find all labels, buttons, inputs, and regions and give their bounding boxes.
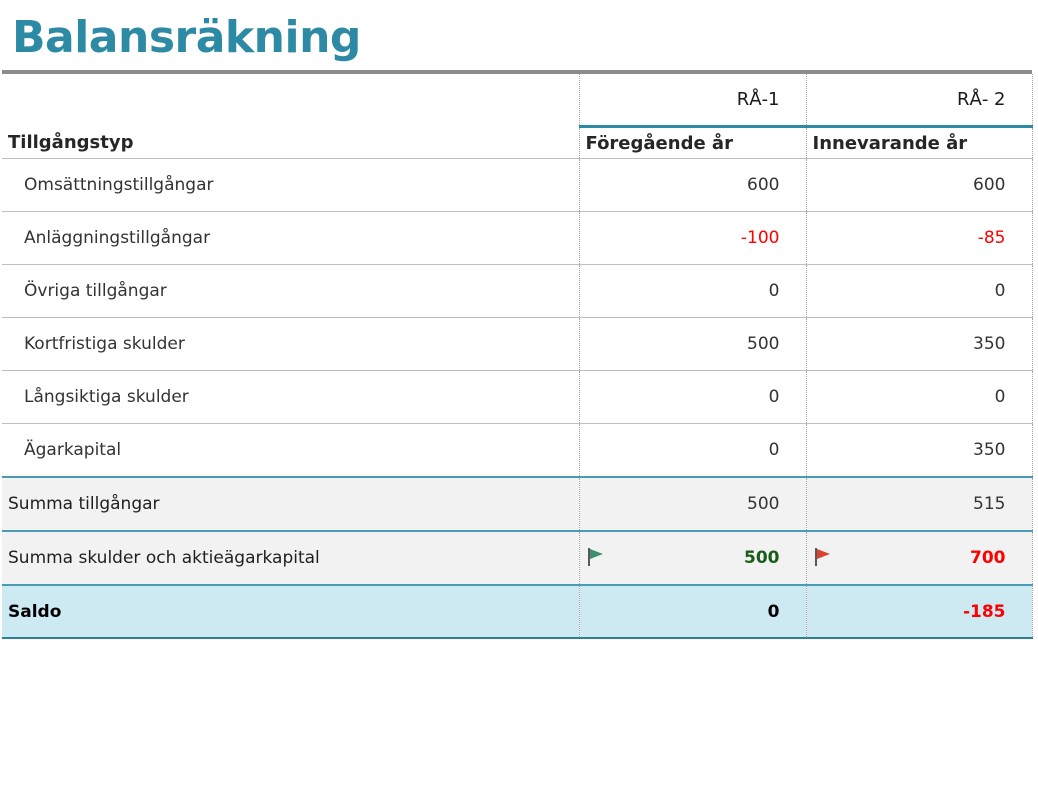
row-label[interactable]: Kortfristiga skulder — [2, 318, 579, 371]
asset-type-header[interactable]: Tillgångstyp — [2, 127, 579, 159]
ra2-header[interactable]: RÅ- 2 — [806, 74, 1032, 127]
previous-year-value[interactable]: 0 — [579, 371, 806, 424]
row-label[interactable]: Omsättningstillgångar — [2, 159, 579, 212]
table-row — [2, 265, 1032, 318]
row-label[interactable]: Långsiktiga skulder — [2, 371, 579, 424]
total-liabilities-row — [2, 531, 1032, 585]
row-label[interactable]: Anläggningstillgångar — [2, 212, 579, 265]
previous-year-value[interactable]: 0 — [579, 424, 806, 478]
total-liabilities-previous: 500 — [744, 548, 780, 568]
year-code-row — [2, 74, 1032, 127]
balance-sheet-table — [2, 74, 1033, 639]
column-header-row — [2, 127, 1032, 159]
balance-label[interactable]: Saldo — [2, 585, 579, 638]
total-assets-current[interactable]: 515 — [806, 477, 1032, 531]
total-liabilities-current-cell[interactable] — [806, 531, 1032, 585]
balance-previous[interactable]: 0 — [579, 585, 806, 638]
ra1-header[interactable]: RÅ-1 — [579, 74, 806, 127]
table-row — [2, 318, 1032, 371]
empty-corner-cell — [2, 74, 579, 127]
current-year-value[interactable]: 350 — [806, 424, 1032, 478]
previous-year-value[interactable]: 0 — [579, 265, 806, 318]
red-flag-icon — [813, 547, 833, 567]
previous-year-header[interactable]: Föregående år — [579, 127, 806, 159]
table-row — [2, 159, 1032, 212]
row-label[interactable]: Övriga tillgångar — [2, 265, 579, 318]
total-liabilities-previous-cell[interactable] — [579, 531, 806, 585]
current-year-header[interactable]: Innevarande år — [806, 127, 1032, 159]
table-row — [2, 212, 1032, 265]
current-year-value[interactable]: 0 — [806, 371, 1032, 424]
green-flag-icon — [586, 547, 606, 567]
total-assets-row — [2, 477, 1032, 531]
table-row — [2, 371, 1032, 424]
balance-row — [2, 585, 1032, 638]
total-liabilities-label[interactable]: Summa skulder och aktieägarkapital — [2, 531, 579, 585]
current-year-value[interactable]: 350 — [806, 318, 1032, 371]
balance-current[interactable]: -185 — [806, 585, 1032, 638]
previous-year-value[interactable]: 500 — [579, 318, 806, 371]
total-assets-previous[interactable]: 500 — [579, 477, 806, 531]
previous-year-value[interactable]: -100 — [579, 212, 806, 265]
current-year-value[interactable]: 600 — [806, 159, 1032, 212]
page-title: Balansräkning — [12, 12, 361, 63]
row-label[interactable]: Ägarkapital — [2, 424, 579, 478]
current-year-value[interactable]: -85 — [806, 212, 1032, 265]
table-row — [2, 424, 1032, 478]
current-year-value[interactable]: 0 — [806, 265, 1032, 318]
total-liabilities-current: 700 — [970, 548, 1006, 568]
previous-year-value[interactable]: 600 — [579, 159, 806, 212]
total-assets-label[interactable]: Summa tillgångar — [2, 477, 579, 531]
